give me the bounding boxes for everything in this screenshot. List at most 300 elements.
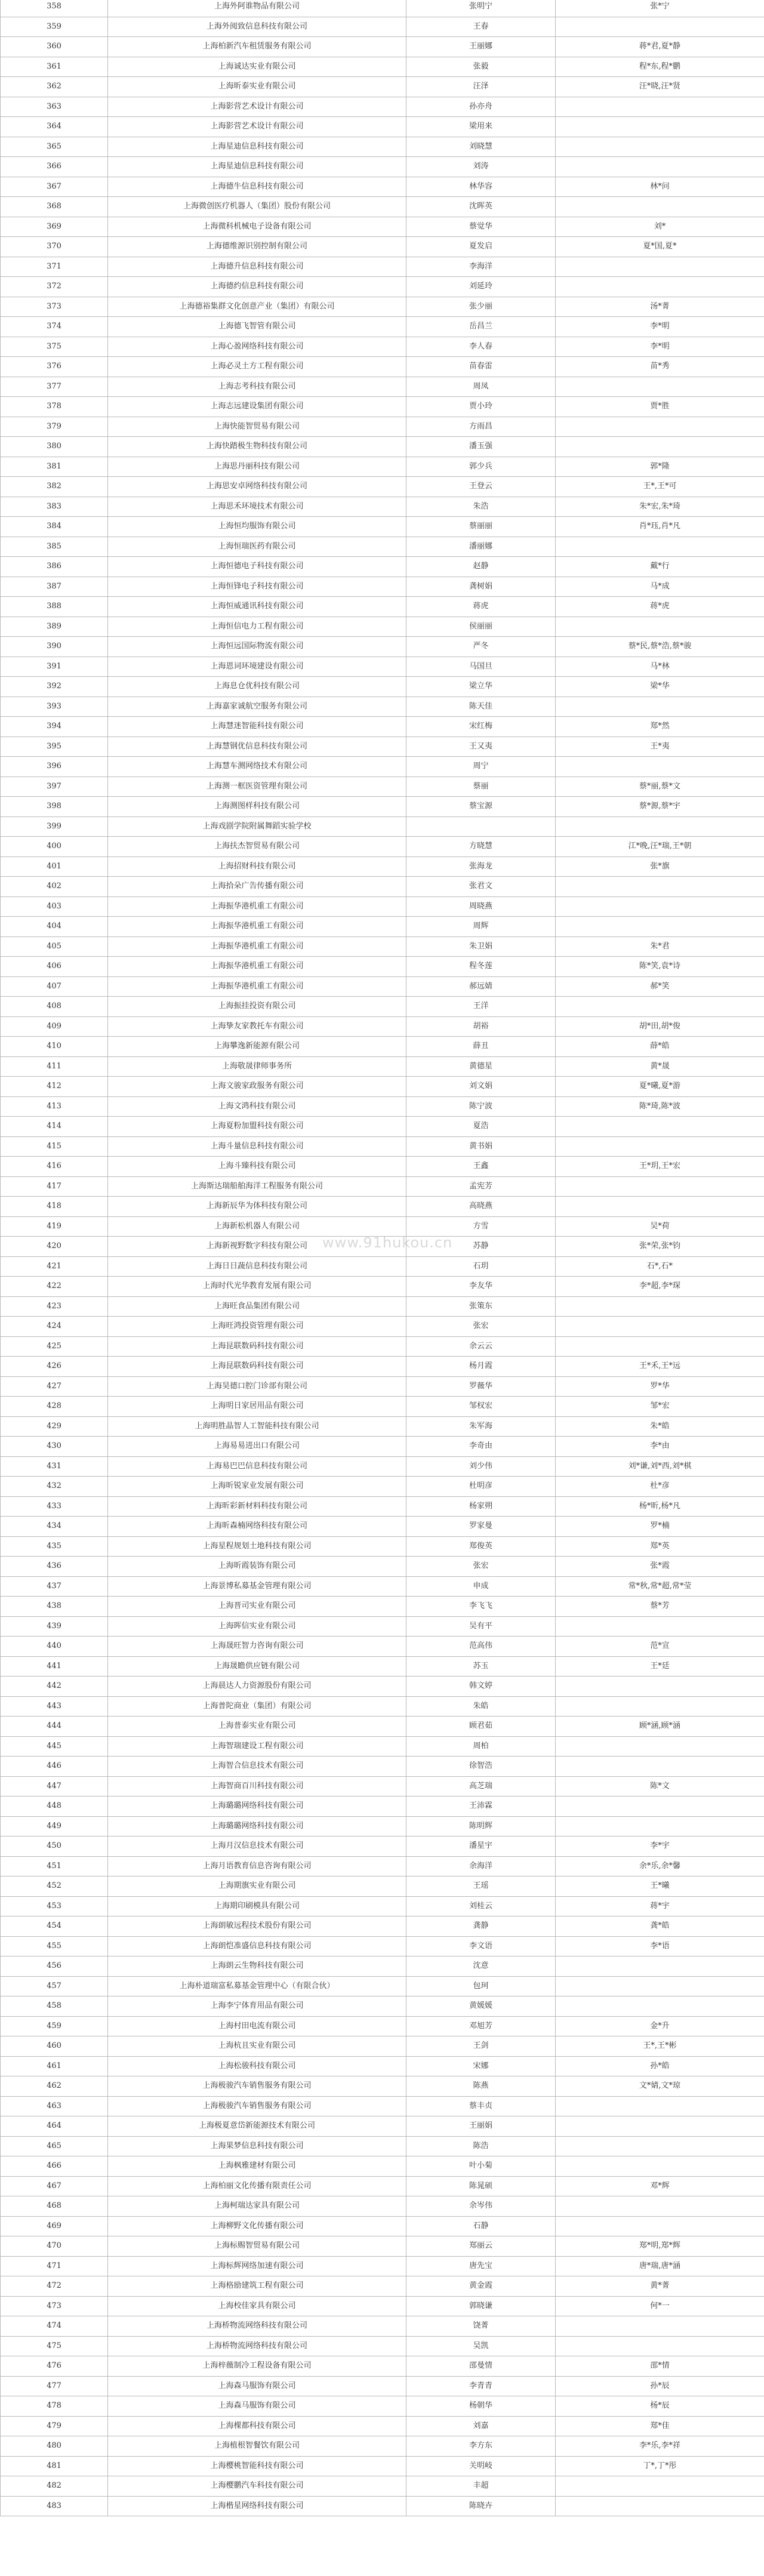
row-number-cell: 371 bbox=[1, 257, 108, 277]
table-row bbox=[1, 2236, 764, 2257]
legal-person-cell: 蔡丽 bbox=[406, 777, 556, 797]
company-name-cell: 上海文鸿科技有限公司 bbox=[108, 1096, 406, 1117]
legal-person-cell: 苏玉 bbox=[406, 1656, 556, 1677]
row-number-cell: 378 bbox=[1, 397, 108, 417]
table-row bbox=[1, 477, 764, 497]
company-name-cell: 上海棵都科技有限公司 bbox=[108, 2416, 406, 2436]
company-name-cell: 上海极骏汽车销售服务有限公司 bbox=[108, 2076, 406, 2097]
shareholders-cell bbox=[556, 1797, 764, 1817]
row-number-cell: 387 bbox=[1, 577, 108, 597]
table-row bbox=[1, 1037, 764, 1057]
legal-person-cell: 宋娜 bbox=[406, 2056, 556, 2076]
legal-person-cell: 陈明辉 bbox=[406, 1816, 556, 1837]
row-number-cell: 359 bbox=[1, 17, 108, 37]
table-row bbox=[1, 1237, 764, 1257]
shareholders-cell: 常*秋,常*超,常*莹 bbox=[556, 1576, 764, 1597]
shareholders-cell bbox=[556, 377, 764, 397]
table-row bbox=[1, 2076, 764, 2097]
row-number-cell: 418 bbox=[1, 1197, 108, 1217]
company-name-cell: 上海影营艺术设计有限公司 bbox=[108, 117, 406, 137]
shareholders-cell: 孙*皓 bbox=[556, 2056, 764, 2076]
row-number-cell: 449 bbox=[1, 1816, 108, 1837]
company-name-cell: 上海星迪信息科技有限公司 bbox=[108, 157, 406, 177]
row-number-cell: 430 bbox=[1, 1437, 108, 1457]
shareholders-cell bbox=[556, 1696, 764, 1717]
legal-person-cell: 关明岐 bbox=[406, 2456, 556, 2476]
row-number-cell: 364 bbox=[1, 117, 108, 137]
legal-person-cell: 刘少伟 bbox=[406, 1456, 556, 1477]
shareholders-cell bbox=[556, 1296, 764, 1317]
shareholders-cell: 郭*隆 bbox=[556, 457, 764, 477]
row-number-cell: 410 bbox=[1, 1037, 108, 1057]
company-name-cell: 上海恒远国际物流有限公司 bbox=[108, 637, 406, 657]
table-row bbox=[1, 2396, 764, 2417]
table-row bbox=[1, 1296, 764, 1317]
legal-person-cell: 刘文娟 bbox=[406, 1077, 556, 1097]
row-number-cell: 407 bbox=[1, 976, 108, 997]
table-row bbox=[1, 1077, 764, 1097]
row-number-cell: 397 bbox=[1, 777, 108, 797]
table-row bbox=[1, 157, 764, 177]
legal-person-cell: 李青青 bbox=[406, 2376, 556, 2396]
row-number-cell: 435 bbox=[1, 1536, 108, 1557]
table-row bbox=[1, 1056, 764, 1077]
table-row bbox=[1, 797, 764, 817]
table-row bbox=[1, 1416, 764, 1437]
table-row bbox=[1, 877, 764, 897]
row-number-cell: 454 bbox=[1, 1916, 108, 1937]
shareholders-cell: 苗*秀 bbox=[556, 357, 764, 377]
row-number-cell: 377 bbox=[1, 377, 108, 397]
shareholders-cell bbox=[556, 437, 764, 457]
table-row bbox=[1, 1456, 764, 1477]
legal-person-cell: 唐先宝 bbox=[406, 2256, 556, 2276]
shareholders-cell bbox=[556, 997, 764, 1017]
company-name-cell: 上海李宁体育用品有限公司 bbox=[108, 1996, 406, 2017]
shareholders-cell: 李*超,李*琛 bbox=[556, 1277, 764, 1297]
company-name-cell: 上海振华港机重工有限公司 bbox=[108, 936, 406, 957]
row-number-cell: 477 bbox=[1, 2376, 108, 2396]
company-name-cell: 上海柏丽文化传播有限责任公司 bbox=[108, 2176, 406, 2196]
row-number-cell: 442 bbox=[1, 1677, 108, 1697]
company-name-cell: 上海昆联数码科技有限公司 bbox=[108, 1357, 406, 1377]
legal-person-cell: 申成 bbox=[406, 1576, 556, 1597]
legal-person-cell: 潘星宇 bbox=[406, 1837, 556, 1857]
shareholders-cell bbox=[556, 137, 764, 157]
legal-person-cell: 李海洋 bbox=[406, 257, 556, 277]
shareholders-cell: 林*问 bbox=[556, 177, 764, 197]
shareholders-cell: 陈*琦,陈*波 bbox=[556, 1096, 764, 1117]
shareholders-cell bbox=[556, 2476, 764, 2497]
row-number-cell: 471 bbox=[1, 2256, 108, 2276]
row-number-cell: 380 bbox=[1, 437, 108, 457]
shareholders-cell: 王*禾,王*远 bbox=[556, 1357, 764, 1377]
table-row bbox=[1, 2436, 764, 2457]
table-row bbox=[1, 2496, 764, 2516]
legal-person-cell: 张君文 bbox=[406, 877, 556, 897]
shareholders-cell bbox=[556, 1757, 764, 1777]
table-row bbox=[1, 377, 764, 397]
shareholders-cell bbox=[556, 1996, 764, 2017]
legal-person-cell: 黄金霞 bbox=[406, 2276, 556, 2297]
company-name-cell: 上海时代光华教育发展有限公司 bbox=[108, 1277, 406, 1297]
row-number-cell: 390 bbox=[1, 637, 108, 657]
company-name-cell: 上海昕锐家业发展有限公司 bbox=[108, 1477, 406, 1497]
company-name-cell: 上海村田电流有限公司 bbox=[108, 2016, 406, 2036]
shareholders-cell bbox=[556, 2216, 764, 2236]
shareholders-cell: 马*成 bbox=[556, 577, 764, 597]
table-row bbox=[1, 2116, 764, 2137]
company-name-cell: 上海志考科技有限公司 bbox=[108, 377, 406, 397]
shareholders-cell: 朱*宏,朱*琦 bbox=[556, 497, 764, 517]
row-number-cell: 455 bbox=[1, 1936, 108, 1956]
row-number-cell: 469 bbox=[1, 2216, 108, 2236]
legal-person-cell: 蒋虎 bbox=[406, 597, 556, 617]
table-row bbox=[1, 17, 764, 37]
shareholders-cell bbox=[556, 1117, 764, 1137]
table-row bbox=[1, 976, 764, 997]
table-row bbox=[1, 2216, 764, 2236]
company-name-cell: 上海日日蔬信息科技有限公司 bbox=[108, 1256, 406, 1277]
row-number-cell: 369 bbox=[1, 217, 108, 237]
legal-person-cell: 张毅 bbox=[406, 57, 556, 77]
legal-person-cell: 李文语 bbox=[406, 1936, 556, 1956]
row-number-cell: 452 bbox=[1, 1876, 108, 1897]
row-number-cell: 392 bbox=[1, 677, 108, 697]
legal-person-cell: 王又夷 bbox=[406, 737, 556, 757]
shareholders-cell: 邹*宏 bbox=[556, 1397, 764, 1417]
company-name-cell: 上海德牛信息科技有限公司 bbox=[108, 177, 406, 197]
row-number-cell: 417 bbox=[1, 1176, 108, 1197]
table-row bbox=[1, 1597, 764, 1617]
company-name-cell: 上海极骏汽车销售服务有限公司 bbox=[108, 2096, 406, 2116]
row-number-cell: 365 bbox=[1, 137, 108, 157]
table-row bbox=[1, 1317, 764, 1337]
shareholders-cell: 刘* bbox=[556, 217, 764, 237]
table-row bbox=[1, 177, 764, 197]
shareholders-cell: 蒋*宇 bbox=[556, 1896, 764, 1916]
row-number-cell: 408 bbox=[1, 997, 108, 1017]
table-row bbox=[1, 1477, 764, 1497]
company-name-cell: 上海柏新汽车租赁服务有限公司 bbox=[108, 37, 406, 57]
table-row bbox=[1, 697, 764, 717]
table-row bbox=[1, 1996, 764, 2017]
legal-person-cell: 李方东 bbox=[406, 2436, 556, 2457]
row-number-cell: 423 bbox=[1, 1296, 108, 1317]
table-row bbox=[1, 1656, 764, 1677]
table-row bbox=[1, 997, 764, 1017]
legal-person-cell: 郭少兵 bbox=[406, 457, 556, 477]
shareholders-cell: 罗*华 bbox=[556, 1376, 764, 1397]
row-number-cell: 409 bbox=[1, 1016, 108, 1037]
row-number-cell: 363 bbox=[1, 97, 108, 117]
table-row bbox=[1, 417, 764, 437]
company-name-cell: 上海明胜晶智人工智能科技有限公司 bbox=[108, 1416, 406, 1437]
row-number-cell: 386 bbox=[1, 557, 108, 577]
legal-person-cell: 汪泽 bbox=[406, 77, 556, 97]
company-name-cell: 上海朗云生物科技有限公司 bbox=[108, 1956, 406, 1977]
legal-person-cell: 赵静 bbox=[406, 557, 556, 577]
shareholders-cell: 杨*昕,杨*凡 bbox=[556, 1496, 764, 1517]
table-row bbox=[1, 1757, 764, 1777]
company-name-cell: 上海昆联数码科技有限公司 bbox=[108, 1336, 406, 1357]
legal-person-cell: 刘晓慧 bbox=[406, 137, 556, 157]
company-name-cell: 上海桥物流网络科技有限公司 bbox=[108, 2316, 406, 2337]
company-name-cell: 上海新辰华为体科技有限公司 bbox=[108, 1197, 406, 1217]
company-name-cell: 上海柳野文化传播有限公司 bbox=[108, 2216, 406, 2236]
legal-person-cell: 夏发启 bbox=[406, 237, 556, 257]
row-number-cell: 473 bbox=[1, 2296, 108, 2316]
table-row bbox=[1, 277, 764, 297]
row-number-cell: 432 bbox=[1, 1477, 108, 1497]
table-row bbox=[1, 437, 764, 457]
shareholders-cell bbox=[556, 1616, 764, 1637]
company-name-cell: 上海枫雅建材有限公司 bbox=[108, 2156, 406, 2177]
company-name-cell: 上海柯瑞达家具有限公司 bbox=[108, 2196, 406, 2217]
table-row bbox=[1, 1397, 764, 1417]
legal-person-cell: 严冬 bbox=[406, 637, 556, 657]
table-row bbox=[1, 457, 764, 477]
company-name-cell: 上海嘉家诚航空服务有限公司 bbox=[108, 697, 406, 717]
legal-person-cell: 陈浩 bbox=[406, 2136, 556, 2156]
row-number-cell: 362 bbox=[1, 77, 108, 97]
table-row bbox=[1, 1376, 764, 1397]
shareholders-cell: 黄*晟 bbox=[556, 1056, 764, 1077]
table-row bbox=[1, 1016, 764, 1037]
legal-person-cell: 陈宁波 bbox=[406, 1096, 556, 1117]
table-row bbox=[1, 57, 764, 77]
company-name-cell: 上海格励建筑工程有限公司 bbox=[108, 2276, 406, 2297]
legal-person-cell: 范高伟 bbox=[406, 1637, 556, 1657]
table-row bbox=[1, 2296, 764, 2316]
company-name-cell: 上海杭且实业有限公司 bbox=[108, 2036, 406, 2057]
row-number-cell: 374 bbox=[1, 317, 108, 337]
row-number-cell: 414 bbox=[1, 1117, 108, 1137]
company-name-cell: 上海易易进出口有限公司 bbox=[108, 1437, 406, 1457]
table-row bbox=[1, 2276, 764, 2297]
table-row bbox=[1, 97, 764, 117]
legal-person-cell: 李友华 bbox=[406, 1277, 556, 1297]
legal-person-cell: 岳昌兰 bbox=[406, 317, 556, 337]
row-number-cell: 483 bbox=[1, 2496, 108, 2516]
legal-person-cell: 朱浩 bbox=[406, 497, 556, 517]
shareholders-cell: 夏*曦,夏*游 bbox=[556, 1077, 764, 1097]
legal-person-cell: 苏静 bbox=[406, 1237, 556, 1257]
row-number-cell: 403 bbox=[1, 896, 108, 917]
row-number-cell: 482 bbox=[1, 2476, 108, 2497]
shareholders-cell: 王*廷 bbox=[556, 1656, 764, 1677]
company-name-cell: 上海智商百川科技有限公司 bbox=[108, 1776, 406, 1797]
table-row bbox=[1, 2256, 764, 2276]
company-name-cell: 上海明日家居用品有限公司 bbox=[108, 1397, 406, 1417]
company-name-cell: 上海文骏家政服务有限公司 bbox=[108, 1077, 406, 1097]
row-number-cell: 411 bbox=[1, 1056, 108, 1077]
company-name-cell: 上海梓薇制冷工程设备有限公司 bbox=[108, 2356, 406, 2377]
shareholders-cell: 江*晚,汪*瑞,王*朝 bbox=[556, 837, 764, 857]
company-name-cell: 上海慧车测网络技术有限公司 bbox=[108, 757, 406, 777]
table-row bbox=[1, 117, 764, 137]
shareholders-cell bbox=[556, 277, 764, 297]
legal-person-cell: 王鑫 bbox=[406, 1157, 556, 1177]
shareholders-cell: 朱*君 bbox=[556, 936, 764, 957]
legal-person-cell: 丰超 bbox=[406, 2476, 556, 2497]
table-row bbox=[1, 1776, 764, 1797]
legal-person-cell: 王洋 bbox=[406, 997, 556, 1017]
shareholders-cell bbox=[556, 1176, 764, 1197]
row-number-cell: 379 bbox=[1, 417, 108, 437]
shareholders-cell bbox=[556, 1317, 764, 1337]
shareholders-cell: 李*语 bbox=[556, 1936, 764, 1956]
row-number-cell: 367 bbox=[1, 177, 108, 197]
table-row bbox=[1, 1517, 764, 1537]
table-row bbox=[1, 1956, 764, 1977]
shareholders-cell: 汪*晓,汪*贤 bbox=[556, 77, 764, 97]
shareholders-cell: 蒋*君,夏*静 bbox=[556, 37, 764, 57]
shareholders-cell bbox=[556, 2196, 764, 2217]
shareholders-cell: 朱*皓 bbox=[556, 1416, 764, 1437]
legal-person-cell: 李人春 bbox=[406, 337, 556, 357]
shareholders-cell: 杜*彦 bbox=[556, 1477, 764, 1497]
shareholders-cell: 李*明 bbox=[556, 337, 764, 357]
row-number-cell: 448 bbox=[1, 1797, 108, 1817]
company-name-cell: 上海极夏意岱新能源技术有限公司 bbox=[108, 2116, 406, 2137]
table-row bbox=[1, 1717, 764, 1737]
row-number-cell: 358 bbox=[1, 0, 108, 17]
table-row bbox=[1, 777, 764, 797]
table-row bbox=[1, 1197, 764, 1217]
legal-person-cell: 沈晖英 bbox=[406, 197, 556, 217]
company-name-cell: 上海昕森楠网络科技有限公司 bbox=[108, 1517, 406, 1537]
table-row bbox=[1, 1496, 764, 1517]
legal-person-cell: 宋红梅 bbox=[406, 717, 556, 737]
legal-person-cell: 邓旭芳 bbox=[406, 2016, 556, 2036]
company-name-cell: 上海植根智餐饮有限公司 bbox=[108, 2436, 406, 2457]
shareholders-cell: 蔡*民,蔡*浩,蔡*骏 bbox=[556, 637, 764, 657]
table-row bbox=[1, 757, 764, 777]
legal-person-cell: 石玥 bbox=[406, 1256, 556, 1277]
table-row bbox=[1, 936, 764, 957]
row-number-cell: 415 bbox=[1, 1136, 108, 1157]
shareholders-cell bbox=[556, 877, 764, 897]
table-row bbox=[1, 657, 764, 677]
shareholders-cell bbox=[556, 1197, 764, 1217]
row-number-cell: 391 bbox=[1, 657, 108, 677]
legal-person-cell: 杨家朔 bbox=[406, 1496, 556, 1517]
table-row bbox=[1, 1876, 764, 1897]
row-number-cell: 447 bbox=[1, 1776, 108, 1797]
row-number-cell: 373 bbox=[1, 297, 108, 317]
company-name-cell: 上海恒威通讯科技有限公司 bbox=[108, 597, 406, 617]
table-row bbox=[1, 1357, 764, 1377]
legal-person-cell: 郭晓谦 bbox=[406, 2296, 556, 2316]
watermark-text: www.91hukou.cn bbox=[322, 1234, 453, 1251]
shareholders-cell: 蔡*丽,蔡*文 bbox=[556, 777, 764, 797]
table-row bbox=[1, 957, 764, 977]
shareholders-cell: 丁*,丁*彤 bbox=[556, 2456, 764, 2476]
shareholders-cell bbox=[556, 816, 764, 837]
legal-person-cell: 陈天佳 bbox=[406, 697, 556, 717]
row-number-cell: 463 bbox=[1, 2096, 108, 2116]
shareholders-cell bbox=[556, 2316, 764, 2337]
row-number-cell: 395 bbox=[1, 737, 108, 757]
shareholders-cell: 王*夷 bbox=[556, 737, 764, 757]
shareholders-cell: 李*明 bbox=[556, 317, 764, 337]
row-number-cell: 445 bbox=[1, 1736, 108, 1757]
company-name-cell: 上海志远建设集团有限公司 bbox=[108, 397, 406, 417]
row-number-cell: 385 bbox=[1, 537, 108, 557]
legal-person-cell: 王登云 bbox=[406, 477, 556, 497]
legal-person-cell: 黄书娟 bbox=[406, 1136, 556, 1157]
row-number-cell: 402 bbox=[1, 877, 108, 897]
shareholders-cell: 薛*皓 bbox=[556, 1037, 764, 1057]
shareholders-cell: 蒋*虎 bbox=[556, 597, 764, 617]
shareholders-cell: 梁*华 bbox=[556, 677, 764, 697]
shareholders-cell: 龚*皓 bbox=[556, 1916, 764, 1937]
shareholders-cell: 王*曦 bbox=[556, 1876, 764, 1897]
company-name-cell: 上海快踏极生物科技有限公司 bbox=[108, 437, 406, 457]
company-name-cell: 上海晖信实业有限公司 bbox=[108, 1616, 406, 1637]
legal-person-cell: 郑俊英 bbox=[406, 1536, 556, 1557]
row-number-cell: 439 bbox=[1, 1616, 108, 1637]
shareholders-cell: 程*东,程*鹏 bbox=[556, 57, 764, 77]
row-number-cell: 394 bbox=[1, 717, 108, 737]
row-number-cell: 427 bbox=[1, 1376, 108, 1397]
legal-person-cell: 石静 bbox=[406, 2216, 556, 2236]
table-row bbox=[1, 2476, 764, 2497]
company-name-cell: 上海外阿谁物品有限公司 bbox=[108, 0, 406, 17]
shareholders-cell: 蔡*源,蔡*宇 bbox=[556, 797, 764, 817]
legal-person-cell: 沈意 bbox=[406, 1956, 556, 1977]
row-number-cell: 424 bbox=[1, 1317, 108, 1337]
row-number-cell: 419 bbox=[1, 1216, 108, 1237]
table-row bbox=[1, 2456, 764, 2476]
row-number-cell: 399 bbox=[1, 816, 108, 837]
company-name-cell: 上海旺食品集团有限公司 bbox=[108, 1296, 406, 1317]
legal-person-cell: 潘玉强 bbox=[406, 437, 556, 457]
table-row bbox=[1, 737, 764, 757]
table-row bbox=[1, 137, 764, 157]
table-row bbox=[1, 717, 764, 737]
legal-person-cell: 韩文婷 bbox=[406, 1677, 556, 1697]
company-name-cell: 上海昊德口腔门诊部有限公司 bbox=[108, 1376, 406, 1397]
shareholders-cell bbox=[556, 697, 764, 717]
legal-person-cell: 刘涛 bbox=[406, 157, 556, 177]
shareholders-cell bbox=[556, 2156, 764, 2177]
legal-person-cell: 陈燕 bbox=[406, 2076, 556, 2097]
table-row bbox=[1, 2056, 764, 2076]
registry-rows bbox=[1, 0, 764, 2516]
shareholders-cell: 何*一 bbox=[556, 2296, 764, 2316]
legal-person-cell: 王剑 bbox=[406, 2036, 556, 2057]
company-name-cell: 上海招财科技有限公司 bbox=[108, 856, 406, 877]
shareholders-cell bbox=[556, 97, 764, 117]
row-number-cell: 425 bbox=[1, 1336, 108, 1357]
legal-person-cell: 吴有平 bbox=[406, 1616, 556, 1637]
table-row bbox=[1, 577, 764, 597]
row-number-cell: 360 bbox=[1, 37, 108, 57]
table-row bbox=[1, 2336, 764, 2356]
legal-person-cell: 刘桂云 bbox=[406, 1896, 556, 1916]
shareholders-cell bbox=[556, 2136, 764, 2156]
company-name-cell: 上海外阅致信息科技有限公司 bbox=[108, 17, 406, 37]
shareholders-cell: 罗*楠 bbox=[556, 1517, 764, 1537]
table-row bbox=[1, 677, 764, 697]
company-name-cell: 上海斯达瑞船舶海洋工程服务有限公司 bbox=[108, 1176, 406, 1197]
table-row bbox=[1, 2156, 764, 2177]
legal-person-cell: 林华容 bbox=[406, 177, 556, 197]
company-name-cell: 上海攀逸新能源有限公司 bbox=[108, 1037, 406, 1057]
company-name-cell: 上海智合信息技术有限公司 bbox=[108, 1757, 406, 1777]
